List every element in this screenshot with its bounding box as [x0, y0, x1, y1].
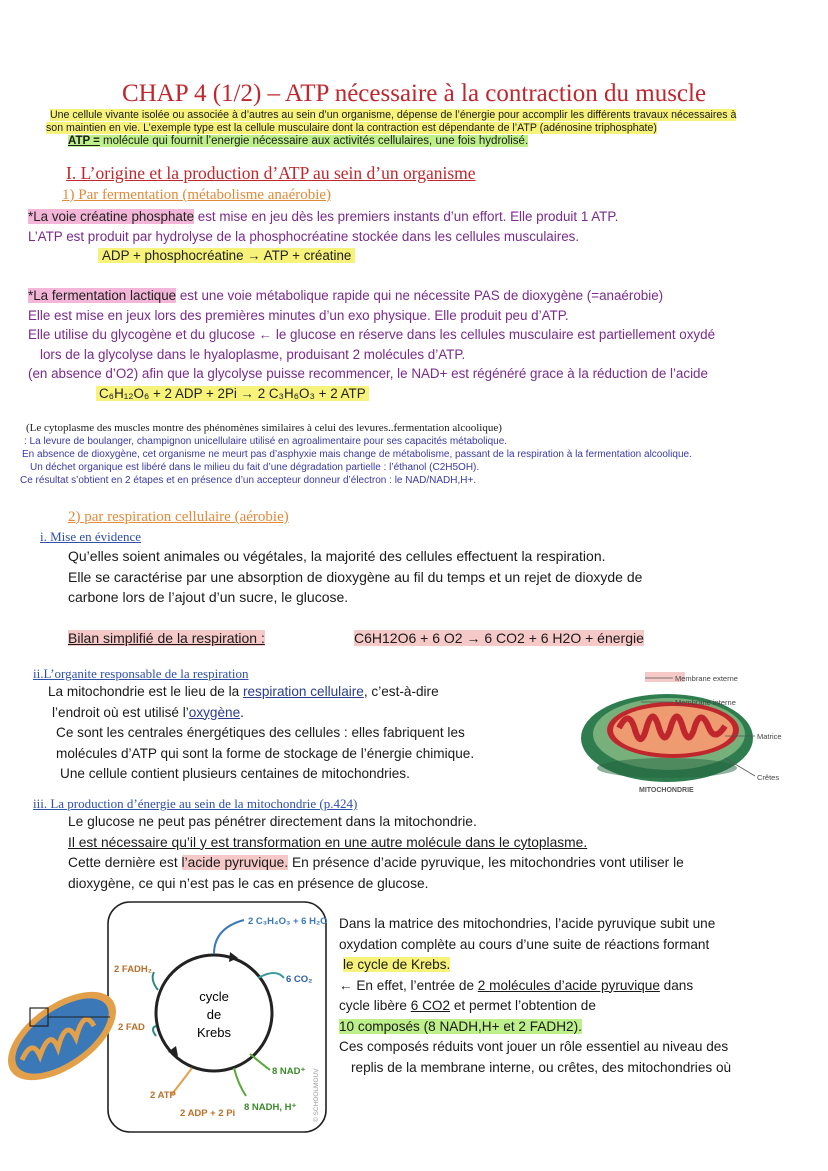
mitochondrion-illustration [581, 694, 753, 782]
resp-line-2b: une absorption de dioxygène au fil du temps [210, 568, 486, 585]
krebs-line-4b: 2 molécules d’acide pyruvique [477, 977, 660, 993]
krebs-line-5a: cycle libère [339, 998, 411, 1013]
intro-paragraph [46, 109, 780, 148]
krebs-center-3: Krebs [197, 1025, 231, 1040]
creatine-text: est mise en jeu dès les premiers instants d’un effort. Elle produit 1 ATP. [194, 209, 619, 224]
atp-definition: molécule qui fournit l’energie nécessaire aux activités cellulaires, une fois hydrolisé. [99, 135, 529, 147]
subsection-production: iii. La production d’énergie au sein de la mitochondrie (p.424) [33, 796, 358, 811]
krebs-line-8: replis de la membrane interne, ou crêtes, des mitochondries où [351, 1059, 732, 1075]
krebs-line-7: Ces composés réduits vont jouer un rôle essentiel au niveau des [339, 1039, 729, 1054]
krebs-fadh2: 2 FADH₂ [114, 964, 153, 975]
subsection-respiration: 2) par respiration cellulaire (aérobie) [68, 509, 289, 525]
watermark: © SCHOOLMOUV [313, 1068, 320, 1122]
resp-line-2d: un rejet de dioxyde de [504, 568, 643, 585]
lactic-line-5: (en absence d’O2) afin que la glycolyse puisse recommencer, le NAD+ est régénéré grace à la réduction de l’acide [28, 366, 708, 381]
atp-label: ATP = [68, 135, 100, 147]
lactic-equation: C₆H₁₂O₆ + 2 ADP + 2Pi → 2 C₃H₆O₃ + 2 ATP [96, 386, 369, 401]
krebs-line-3: le cycle de Krebs. [343, 957, 451, 972]
yeast-line-1: (Le cytoplasme des muscles montre des phénomènes similaires à celui des levures..fermentation alcoolique) [26, 422, 502, 434]
yeast-line-2: : La levure de boulanger, champignon unicellulaire utilisé en agroalimentaire pour ses capacités métabolique. [24, 436, 508, 447]
resp-line-1a: Qu’elles soient animales ou végétales, [68, 548, 311, 564]
subsection-organite: ii.L’organite responsable de la respiration [33, 666, 249, 681]
prod-line-2: Il est nécessaire qu’il y est transformation en une autre molécule dans le cytoplasme. [68, 834, 588, 850]
creatine-label: *La voie créatine phosphate [28, 209, 195, 224]
krebs-line-5b: 6 CO2 [410, 998, 451, 1013]
resp-line-2a: Elle se caractérise par [68, 568, 211, 585]
mito-line-1b: respiration cellulaire [242, 684, 364, 699]
krebs-nad: 8 NAD⁺ [272, 1066, 306, 1077]
lactic-line-4: lors de la glycolyse dans le hyaloplasme, produisant 2 molécules d’ATP. [40, 346, 466, 362]
section-1-heading: I. L’origine et la production d’ATP au sein d’un organisme [66, 163, 476, 183]
mito-line-4: molécules d’ATP qui sont la forme de stockage de l’énergie chimique. [56, 745, 475, 761]
creatine-line-2: L’ATP est produit par hydrolyse de la phosphocréatine stockée dans les cellules musculaires. [28, 228, 580, 244]
yeast-line-5: Ce résultat s’obtient en 2 étapes et en présence d’un accepteur donneur d’électron : le NAD/NADH,H+. [20, 475, 477, 486]
krebs-fad: 2 FAD [118, 1022, 145, 1033]
bilan-equation [354, 628, 644, 649]
krebs-paragraph [339, 914, 809, 1078]
krebs-line-1: Dans la matrice des mitochondries, l’acide pyruvique subit une [339, 916, 716, 931]
krebs-input-pyruvate: 2 C₃H₄O₃ + 6 H₂O [248, 916, 328, 927]
label-membrane-interne: Membrane interne [675, 698, 736, 707]
krebs-line-2: oxydation complète au cours d’une suite de réactions formant [339, 936, 710, 952]
mito-line-1a: La mitochondrie est le lieu de la [48, 684, 243, 699]
mito-line-1c: , c’est-à-dire [363, 684, 439, 699]
bilan-label-text: Bilan simplifié de la respiration : [68, 630, 265, 646]
label-membrane-externe: Membrane externe [675, 674, 738, 683]
label-cretes: Crêtes [757, 773, 780, 782]
prod-line-1: Le glucose ne peut pas pénétrer directement dans la mitochondrie. [68, 814, 477, 829]
mito-line-2b: oxygène [188, 704, 241, 720]
yeast-paragraph [22, 422, 822, 487]
yeast-line-3: En absence de dioxygène, cet organisme ne meurt pas d’asphyxie mais change de métabolisme, passant de la respiration à la fermentation alcoolique. [22, 449, 692, 460]
yeast-line-4: Un déchet organique est libéré dans le milieu du fait d’une dégradation partielle : l’éthanol (C2H5OH). [30, 462, 480, 473]
intro-line-2: son maintien en vie. L’exemple type est la cellule musculaire dont la contraction est dépendante de l’ATP (adénosine triphosphate) [46, 122, 657, 134]
label-mitochondrie: MITOCHONDRIE [639, 787, 694, 794]
intro-line-1: Une cellule vivante isolée ou associée à d’autres au sein d’un organisme, dépense de l’énergie pour accomplir les différents travaux nécessaires à [50, 109, 737, 121]
bilan-equation-text: C6H12O6 + 6 O2 → 6 CO2 + 6 H2O + énergie [354, 630, 644, 646]
creatine-block [28, 207, 818, 266]
krebs-cycle-diagram [0, 898, 335, 1138]
lactic-line-2: Elle est mise en jeux lors des premières minutes d’un exo physique. Elle produit peu d’ATP. [28, 307, 569, 323]
krebs-center-2: de [206, 1007, 222, 1022]
mito-line-3: Ce sont les centrales énergétiques des cellules : elles fabriquent les [56, 725, 465, 740]
creatine-equation: ADP + phosphocréatine → ATP + créatine [98, 248, 355, 263]
mitochondrion-diagram [575, 668, 790, 798]
krebs-center-1: cycle [199, 989, 229, 1004]
page-title: CHAP 4 (1/2) – ATP nécessaire à la contraction du muscle [121, 80, 707, 107]
krebs-line-4c: dans [659, 977, 694, 993]
resp-line-1b: la majorité des cellules effectuent la respiration. [310, 548, 606, 564]
resp-line-2c: et [485, 568, 505, 585]
prod-line-3b: l’acide pyruvique. [181, 855, 289, 870]
respiration-paragraph [68, 546, 788, 608]
bilan-label [68, 628, 265, 649]
lactic-block [28, 286, 823, 403]
mito-paragraph [48, 682, 568, 785]
resp-line-3: carbone lors de l’ajout d’un sucre, le glucose. [68, 589, 349, 605]
mito-line-2a: l’endroit où est utilisé l’ [52, 704, 189, 720]
krebs-line-5c: et permet l’obtention de [450, 998, 596, 1013]
krebs-nadh: 8 NADH, H⁺ [244, 1102, 297, 1113]
lactic-line-3: Elle utilise du glycogène et du glucose ← le glucose en réserve dans les cellules musculaire est partiellement oxydé [28, 327, 716, 342]
krebs-line-4a: ← En effet, l’entrée de [339, 977, 478, 993]
krebs-adp: 2 ADP + 2 Pi [180, 1108, 236, 1119]
mito-line-2c: . [240, 704, 244, 720]
subsection-mise-en-evidence: i. Mise en évidence [40, 529, 142, 544]
prod-line-4: dioxygène, ce qui n’est pas le cas en présence de glucose. [68, 875, 429, 891]
krebs-atp: 2 ATP [150, 1090, 176, 1101]
prod-line-3c: En présence d’acide pyruvique, les mitochondries vont utiliser le [288, 855, 684, 870]
subsection-fermentation: 1) Par fermentation (métabolisme anaérobie) [62, 187, 332, 203]
production-paragraph [68, 812, 808, 894]
mito-line-5: Une cellule contient plusieurs centaines de mitochondries. [60, 766, 410, 781]
krebs-line-6: 10 composés (8 NADH,H+ et 2 FADH2). [339, 1018, 582, 1034]
lactic-label: *La fermentation lactique [28, 288, 177, 303]
label-matrice: Matrice [757, 732, 782, 741]
prod-line-3a: Cette dernière est [68, 855, 182, 870]
lactic-text: est une voie métabolique rapide qui ne nécessite PAS de dioxygène (=anaérobie) [176, 288, 664, 303]
krebs-output-co2: 6 CO₂ [286, 974, 313, 985]
